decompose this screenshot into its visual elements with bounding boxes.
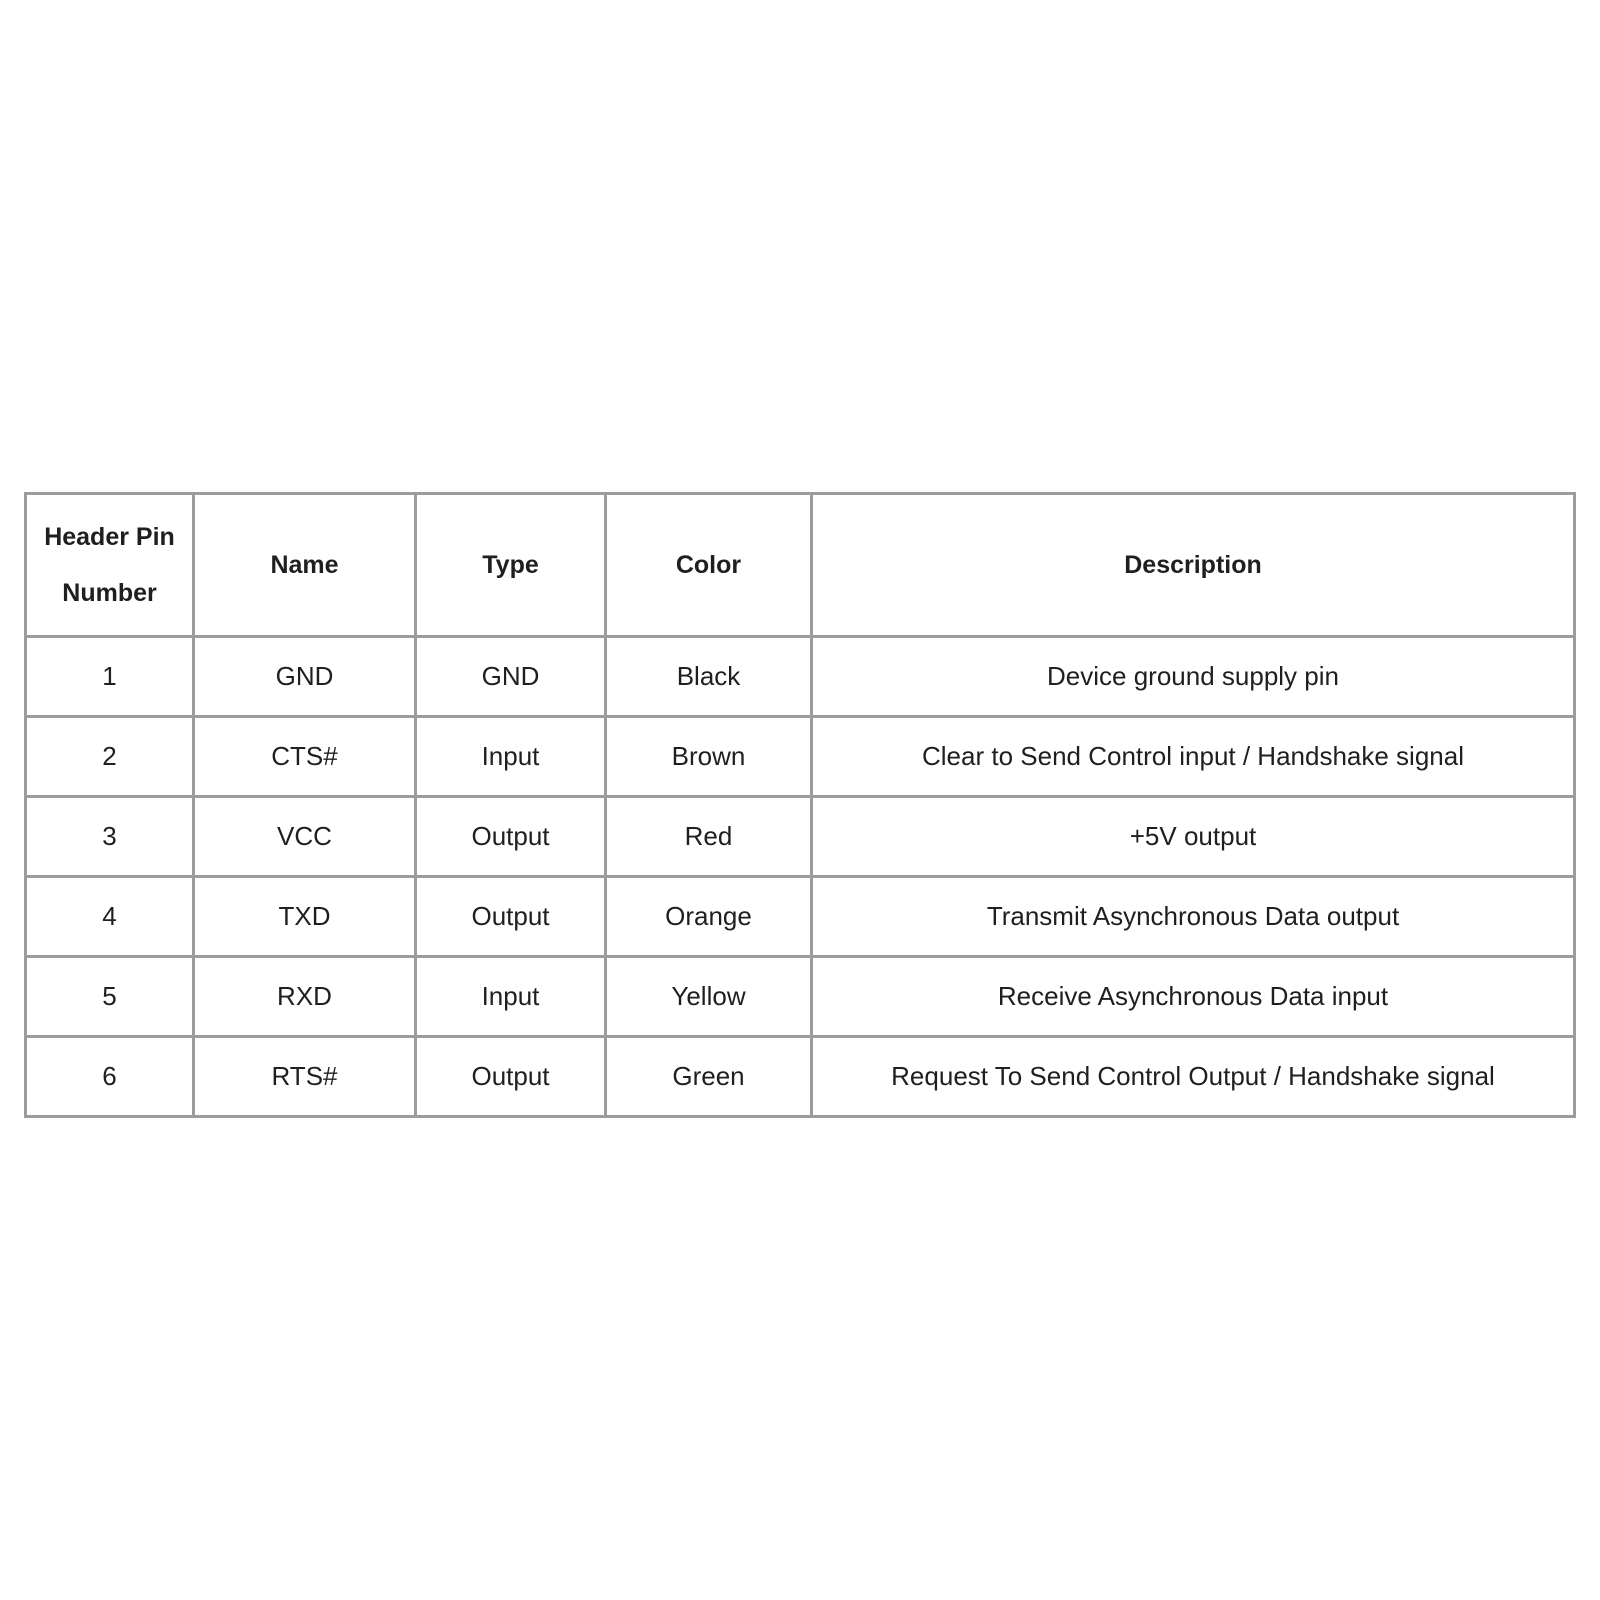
cell-description: Clear to Send Control input / Handshake signal [812, 717, 1575, 797]
cell-name: GND [194, 637, 416, 717]
header-pin-line1: Header Pin [44, 523, 175, 551]
cell-description: Device ground supply pin [812, 637, 1575, 717]
cell-type: Output [416, 877, 606, 957]
cell-name: RXD [194, 957, 416, 1037]
header-color: Color [606, 494, 812, 637]
cell-color: Brown [606, 717, 812, 797]
cell-description: +5V output [812, 797, 1575, 877]
cell-pin: 3 [26, 797, 194, 877]
cell-type: GND [416, 637, 606, 717]
cell-description: Request To Send Control Output / Handshake signal [812, 1037, 1575, 1117]
cell-name: CTS# [194, 717, 416, 797]
table-row [26, 1037, 1575, 1117]
cell-color: Black [606, 637, 812, 717]
cell-name: TXD [194, 877, 416, 957]
cell-color: Orange [606, 877, 812, 957]
table-row [26, 877, 1575, 957]
cell-pin: 5 [26, 957, 194, 1037]
cell-color: Yellow [606, 957, 812, 1037]
table-row [26, 637, 1575, 717]
cell-description: Receive Asynchronous Data input [812, 957, 1575, 1037]
table-row [26, 957, 1575, 1037]
cell-type: Output [416, 1037, 606, 1117]
cell-pin: 6 [26, 1037, 194, 1117]
header-type: Type [416, 494, 606, 637]
cell-name: RTS# [194, 1037, 416, 1117]
header-pin-line2: Number [62, 579, 157, 607]
header-description: Description [812, 494, 1575, 637]
cell-name: VCC [194, 797, 416, 877]
cell-color: Red [606, 797, 812, 877]
cell-pin: 4 [26, 877, 194, 957]
header-name: Name [194, 494, 416, 637]
cell-pin: 1 [26, 637, 194, 717]
table-row [26, 717, 1575, 797]
cell-description: Transmit Asynchronous Data output [812, 877, 1575, 957]
cell-type: Input [416, 957, 606, 1037]
cell-type: Input [416, 717, 606, 797]
header-pin-number [26, 494, 194, 637]
table-header-row [26, 494, 1575, 637]
cell-pin: 2 [26, 717, 194, 797]
table-row [26, 797, 1575, 877]
cell-color: Green [606, 1037, 812, 1117]
pin-assignment-table [24, 492, 1576, 1118]
cell-type: Output [416, 797, 606, 877]
